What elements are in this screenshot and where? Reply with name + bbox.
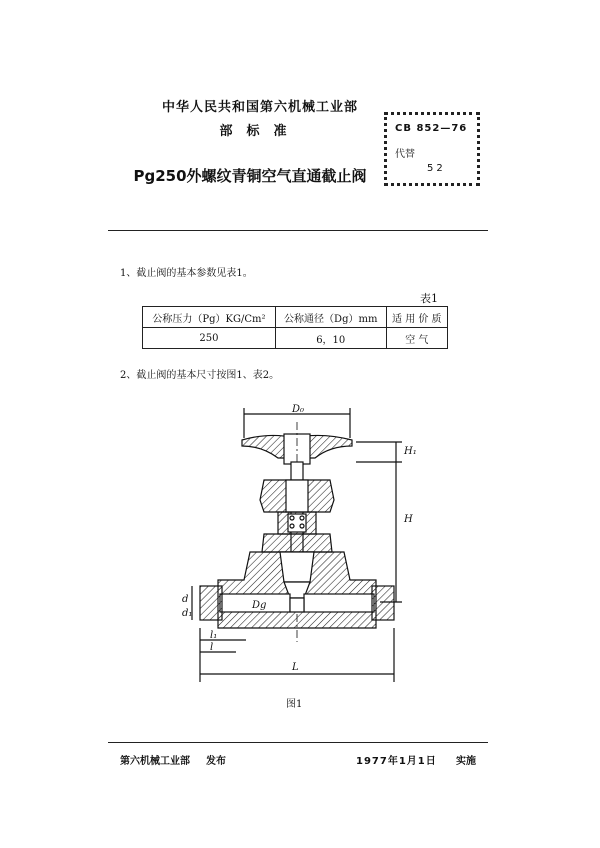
label-l1: l₁ (210, 630, 218, 641)
table-header-row (143, 307, 448, 328)
outlet-bore (304, 594, 374, 612)
label-dg: Dg (252, 600, 267, 611)
section-1-text: 1、截止阀的基本参数见表1。 (120, 268, 253, 279)
bonnet (262, 534, 332, 552)
label-d1: d₁ (182, 608, 193, 619)
issuing-ministry: 中华人民共和国第六机械工业部 (161, 100, 358, 115)
header-diameter: 公称通径（Dg）mm (275, 307, 386, 328)
label-l-small: l (210, 642, 214, 653)
standard-type: 部标准 (219, 124, 301, 139)
label-d0: D₀ (292, 404, 305, 415)
table-row (143, 328, 448, 349)
inlet-fitting (200, 586, 222, 620)
outlet-fitting (372, 586, 394, 620)
label-d: d (182, 594, 189, 605)
footer-issuer: 第六机械工业部 (120, 756, 190, 767)
footer-issue-label: 发布 (206, 756, 226, 767)
header-divider (108, 230, 488, 231)
replaces-number: 52 (427, 163, 446, 174)
cell-pressure: 250 (143, 328, 276, 349)
standard-code: CB 852—76 (395, 123, 468, 134)
standard-code-box (384, 112, 480, 186)
cell-diameter: 6，10 (275, 328, 386, 349)
footer-date: 1977年1月1日 (356, 756, 437, 767)
footer-implement-label: 实施 (456, 756, 476, 767)
figure-caption: 图1 (286, 699, 303, 710)
cell-medium: 空 气 (386, 328, 447, 349)
label-h1: H₁ (404, 446, 417, 457)
section-2-text: 2、截止阀的基本尺寸按图1、表2。 (120, 370, 280, 381)
label-l: L (292, 662, 299, 673)
header-medium: 适 用 价 质 (386, 307, 447, 328)
parameters-table (142, 306, 448, 349)
header-pressure: 公称压力（Pg）KG/Cm² (143, 307, 276, 328)
replaces-label: 代替 (395, 149, 415, 160)
valve-drawing (180, 402, 420, 692)
document-title: Pg250外螺纹青铜空气直通截止阀 (133, 167, 367, 185)
footer-divider (108, 742, 488, 743)
label-h: H (404, 514, 413, 525)
table-label: 表1 (420, 292, 438, 305)
